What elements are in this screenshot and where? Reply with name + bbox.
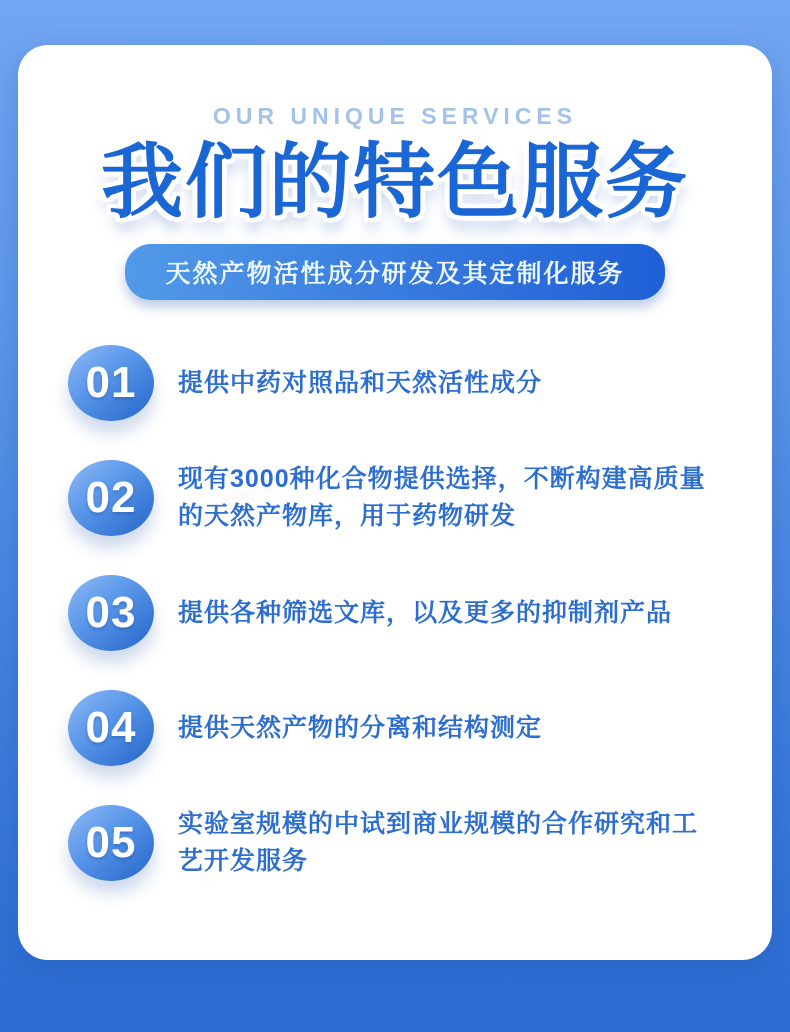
subtitle-ribbon: 天然产物活性成分研发及其定制化服务 bbox=[125, 244, 664, 300]
service-text: 提供各种筛选文库，以及更多的抑制剂产品 bbox=[178, 598, 673, 627]
number-badge: 03 bbox=[68, 575, 154, 651]
ribbon-container bbox=[18, 244, 772, 300]
service-item-01 bbox=[68, 344, 732, 422]
number-badge: 04 bbox=[68, 690, 154, 766]
services-card bbox=[18, 45, 772, 960]
service-text: 实验室规模的中试到商业规模的合作研究和工艺开发服务 bbox=[178, 810, 699, 875]
service-text: 提供中药对照品和天然活性成分 bbox=[178, 368, 543, 397]
page-title: 我们的特色服务 bbox=[100, 137, 689, 228]
eyebrow-text: OUR UNIQUE SERVICES bbox=[212, 103, 578, 129]
service-text: 现有3000种化合物提供选择，不断构建高质量的天然产物库，用于药物研发 bbox=[178, 465, 706, 530]
service-item-03 bbox=[68, 574, 732, 652]
number-badge: 02 bbox=[68, 460, 154, 536]
service-text: 提供天然产物的分离和结构测定 bbox=[178, 713, 543, 742]
service-item-05 bbox=[68, 804, 732, 882]
service-item-04 bbox=[68, 689, 732, 767]
services-list bbox=[18, 344, 772, 882]
service-item-02 bbox=[68, 459, 732, 537]
number-badge: 05 bbox=[68, 805, 154, 881]
number-badge: 01 bbox=[68, 345, 154, 421]
